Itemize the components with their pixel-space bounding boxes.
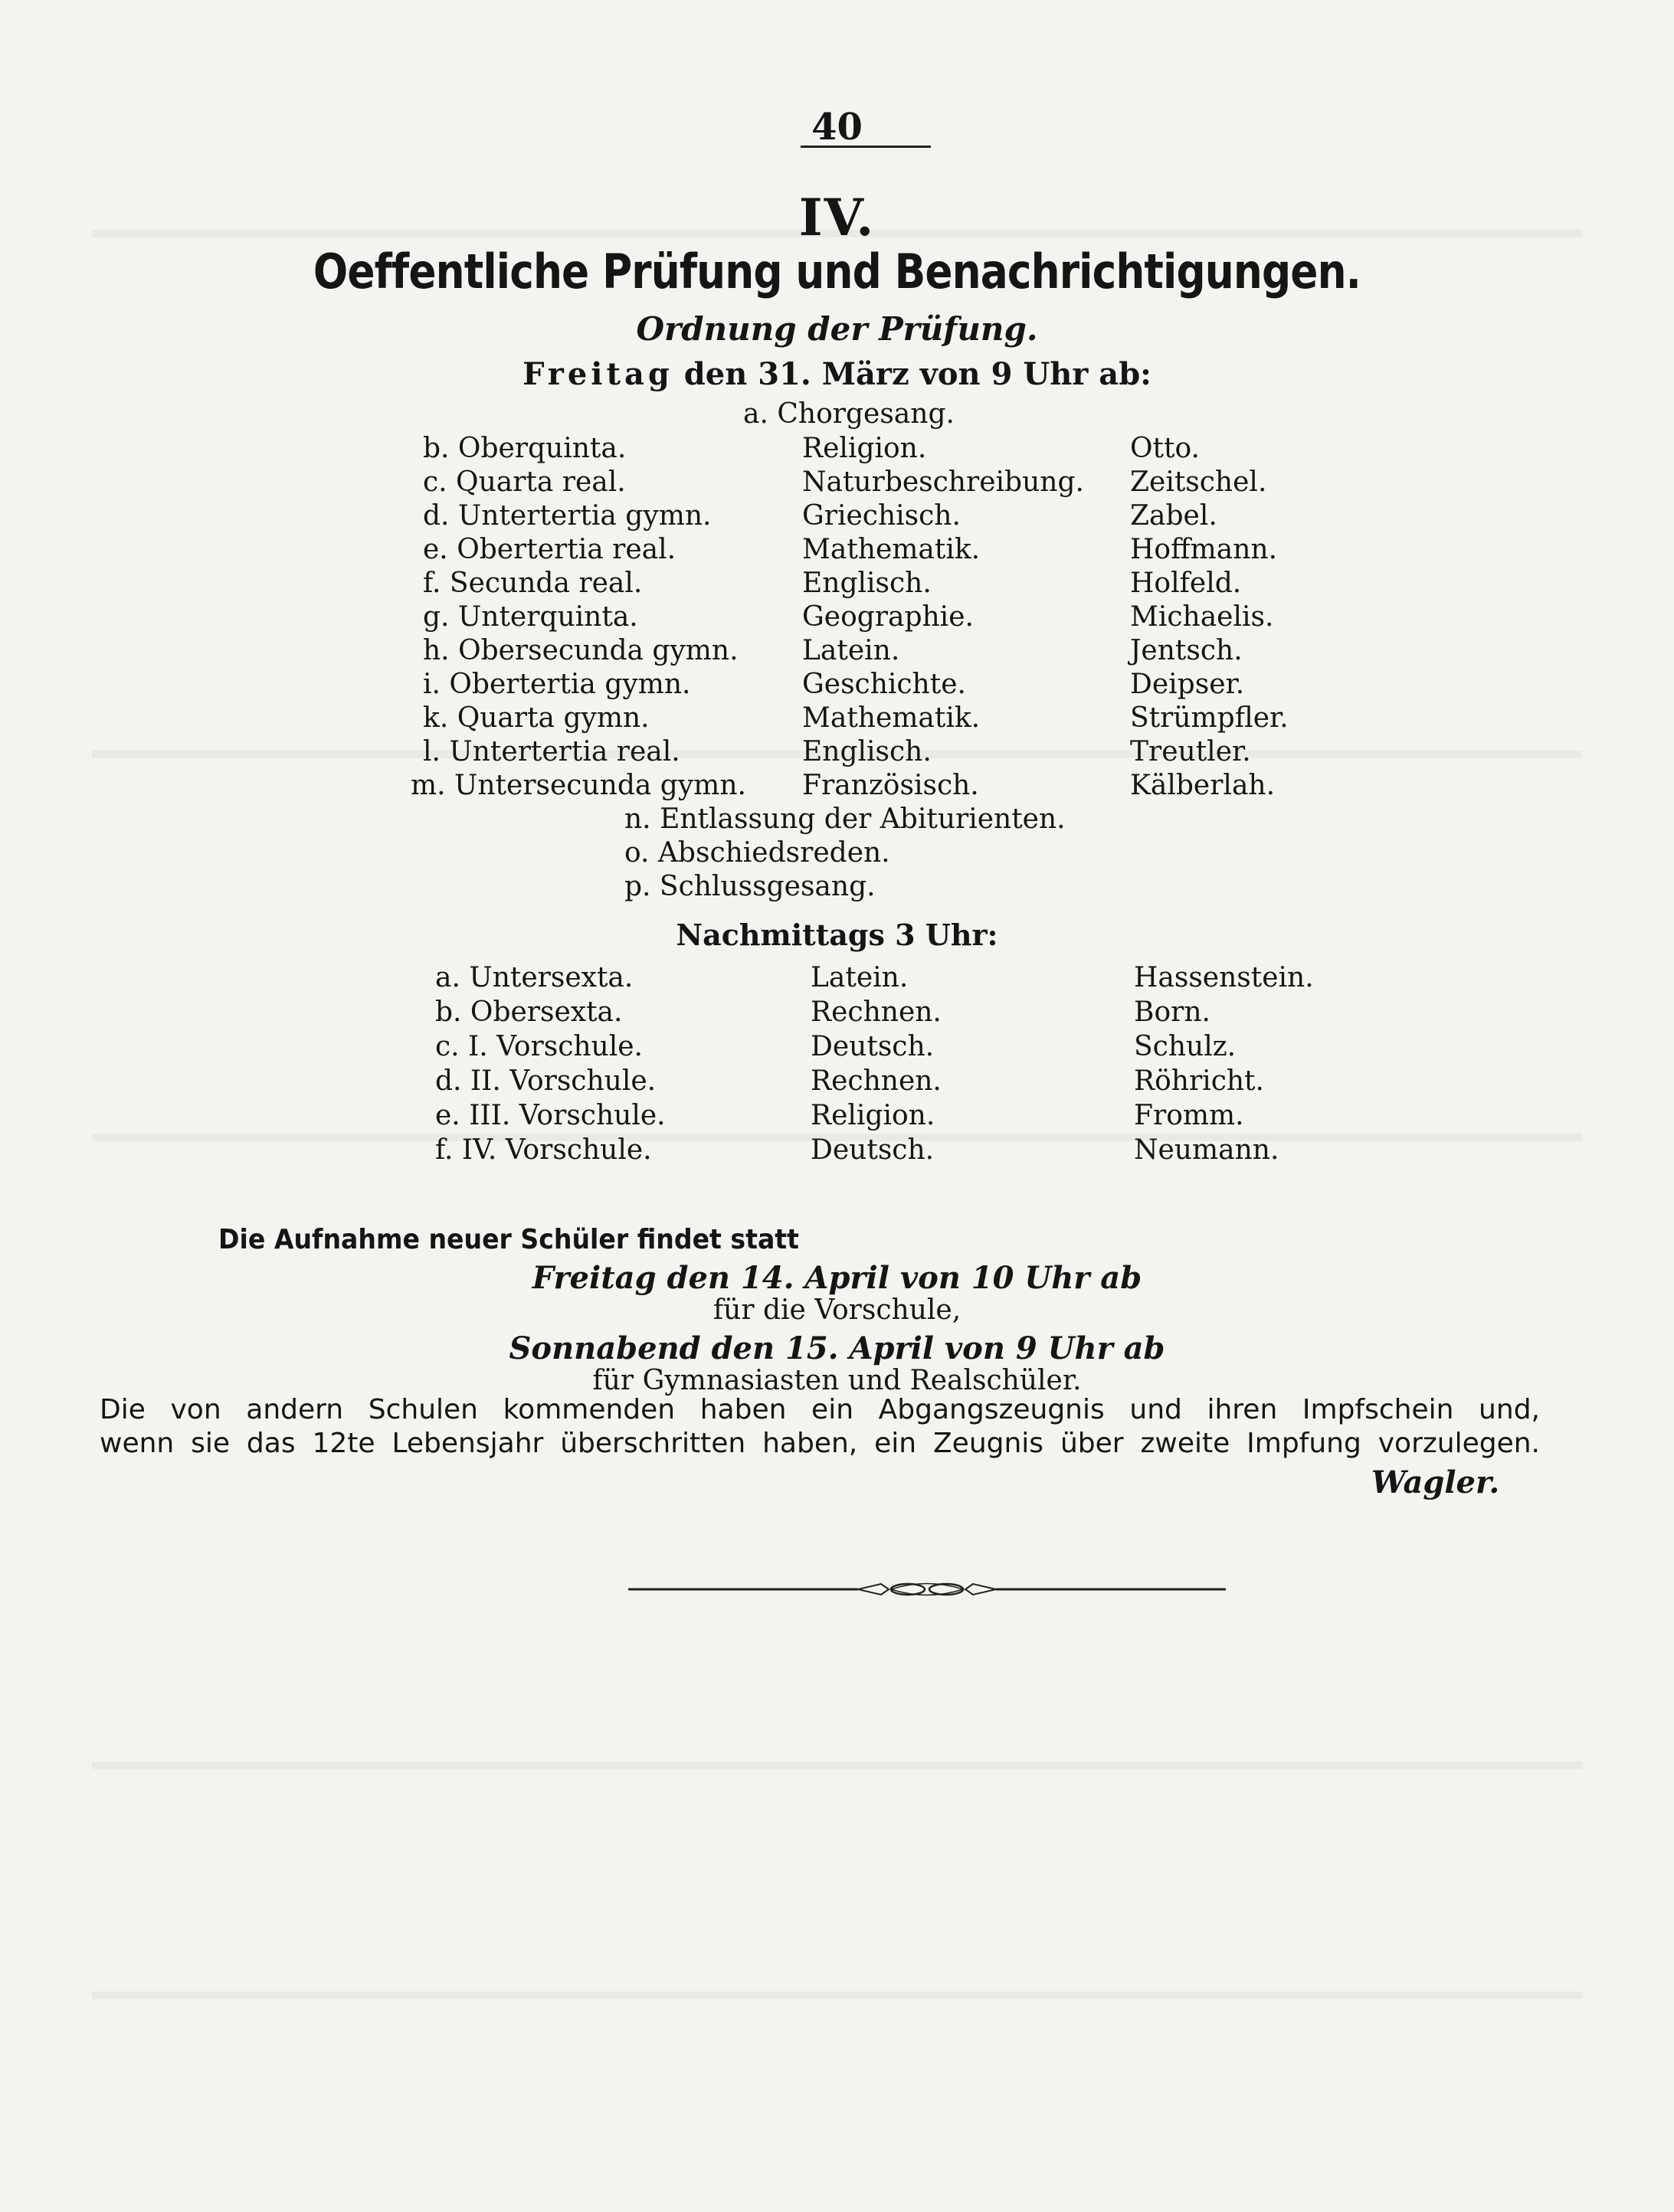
section-numeral: IV. <box>798 188 876 247</box>
table-row-subject: Latein. <box>811 962 909 993</box>
admission-intro: Die Aufnahme neuer Schüler findet statt <box>218 1224 799 1255</box>
table-row-subject: Latein. <box>802 635 900 666</box>
table-row-teacher: Zeitschel. <box>1130 466 1267 498</box>
exam-day-line <box>0 356 1674 392</box>
table-row-teacher: Michaelis. <box>1130 601 1274 633</box>
closing-item: p. Schlussgesang. <box>624 871 876 902</box>
table-row-teacher: Schulz. <box>1134 1031 1237 1062</box>
table-row-class: i. Obertertia gymn. <box>423 669 691 700</box>
table-row-subject: Rechnen. <box>811 1065 942 1097</box>
section-heading: Oeffentliche Prüfung und Benachrichtigungen. <box>313 244 1361 299</box>
table-row-subject: Naturbeschreibung. <box>802 466 1084 498</box>
table-row-teacher: Hoffmann. <box>1130 534 1278 565</box>
table-row-class: k. Quarta gymn. <box>423 702 650 734</box>
table-row-teacher: Deipser. <box>1130 669 1245 700</box>
table-row-class: b. Obersexta. <box>435 996 623 1028</box>
table-row-class: l. Untertertia real. <box>423 736 680 767</box>
table-row-teacher: Holfeld. <box>1130 568 1242 599</box>
table-row-class: b. Oberquinta. <box>423 433 627 464</box>
table-row-subject: Griechisch. <box>802 500 961 532</box>
admission-audience-2: für Gymnasiasten und Realschüler. <box>592 1365 1082 1396</box>
table-row-class: d. II. Vorschule. <box>435 1065 657 1097</box>
subheading: Ordnung der Prüfung. <box>636 310 1038 348</box>
table-row-subject: Geographie. <box>802 601 974 633</box>
table-row-subject: Englisch. <box>802 568 932 599</box>
admission-date-1: Freitag den 14. April von 10 Uhr ab <box>532 1260 1142 1296</box>
requirements-paragraph-line: Die von andern Schulen kommenden haben ein Abgangszeugnis und ihren Impfschein und, <box>100 1394 1540 1425</box>
item-letter: a. <box>743 398 768 430</box>
table-row-teacher: Röhricht. <box>1134 1065 1264 1097</box>
table-row-class: g. Unterquinta. <box>423 601 638 633</box>
table-row-class: e. III. Vorschule. <box>435 1100 666 1131</box>
admission-date-2: Sonnabend den 15. April von 9 Uhr ab <box>509 1330 1165 1366</box>
table-row-teacher: Strümpfler. <box>1130 702 1289 734</box>
bleed-through-shading <box>92 1762 1582 1769</box>
table-row-class: a. Untersexta. <box>435 962 634 993</box>
table-row-class: f. Secunda real. <box>423 568 643 599</box>
table-row-subject: Rechnen. <box>811 996 942 1028</box>
table-row-subject: Mathematik. <box>802 702 981 734</box>
exam-day-name: Freitag <box>523 356 673 392</box>
table-row-teacher: Kälberlah. <box>1130 770 1276 801</box>
table-row-subject: Geschichte. <box>802 669 966 700</box>
table-row-teacher: Otto. <box>1130 433 1200 464</box>
table-row-teacher: Born. <box>1134 996 1210 1028</box>
closing-item: o. Abschiedsreden. <box>624 837 890 869</box>
table-row-teacher: Fromm. <box>1134 1100 1244 1131</box>
table-row-teacher: Neumann. <box>1134 1134 1279 1166</box>
table-row-teacher: Jentsch. <box>1130 635 1243 666</box>
exam-day-details: den 31. März von 9 Uhr ab: <box>683 356 1151 392</box>
table-row-teacher: Treutler. <box>1130 736 1251 767</box>
table-row-subject: Deutsch. <box>811 1031 935 1062</box>
table-row-subject: Englisch. <box>802 736 932 767</box>
admission-audience-1: für die Vorschule, <box>713 1294 961 1326</box>
page-number-rule <box>801 146 931 148</box>
ornamental-divider-icon <box>628 1578 1226 1601</box>
table-row-class: e. Obertertia real. <box>423 534 676 565</box>
table-row-class: c. I. Vorschule. <box>435 1031 644 1062</box>
bleed-through-shading <box>92 1991 1582 1999</box>
table-row-teacher: Zabel. <box>1130 500 1217 532</box>
page-number: 40 <box>811 106 863 149</box>
requirements-paragraph-line: wenn sie das 12te Lebensjahr überschritten haben, ein Zeugnis über zweite Impfung vorzulegen. <box>100 1428 1540 1459</box>
table-row-class: m. Untersecunda gymn. <box>411 770 746 801</box>
signature: Wagler. <box>1371 1464 1500 1500</box>
table-row-subject: Mathematik. <box>802 534 981 565</box>
table-row-class: h. Obersecunda gymn. <box>423 635 739 666</box>
table-row-teacher: Hassenstein. <box>1134 962 1314 993</box>
table-row-class: d. Untertertia gymn. <box>423 500 712 532</box>
closing-item: n. Entlassung der Abiturienten. <box>624 803 1066 835</box>
table-row-class: f. IV. Vorschule. <box>435 1134 652 1166</box>
table-row-subject: Religion. <box>811 1100 935 1131</box>
morning-first-item <box>743 398 955 430</box>
table-row-class: c. Quarta real. <box>423 466 626 498</box>
table-row-subject: Religion. <box>802 433 927 464</box>
table-row-subject: Deutsch. <box>811 1134 935 1166</box>
item-text: Chorgesang. <box>777 398 955 430</box>
table-row-subject: Französisch. <box>802 770 979 801</box>
afternoon-heading: Nachmittags 3 Uhr: <box>676 918 998 952</box>
